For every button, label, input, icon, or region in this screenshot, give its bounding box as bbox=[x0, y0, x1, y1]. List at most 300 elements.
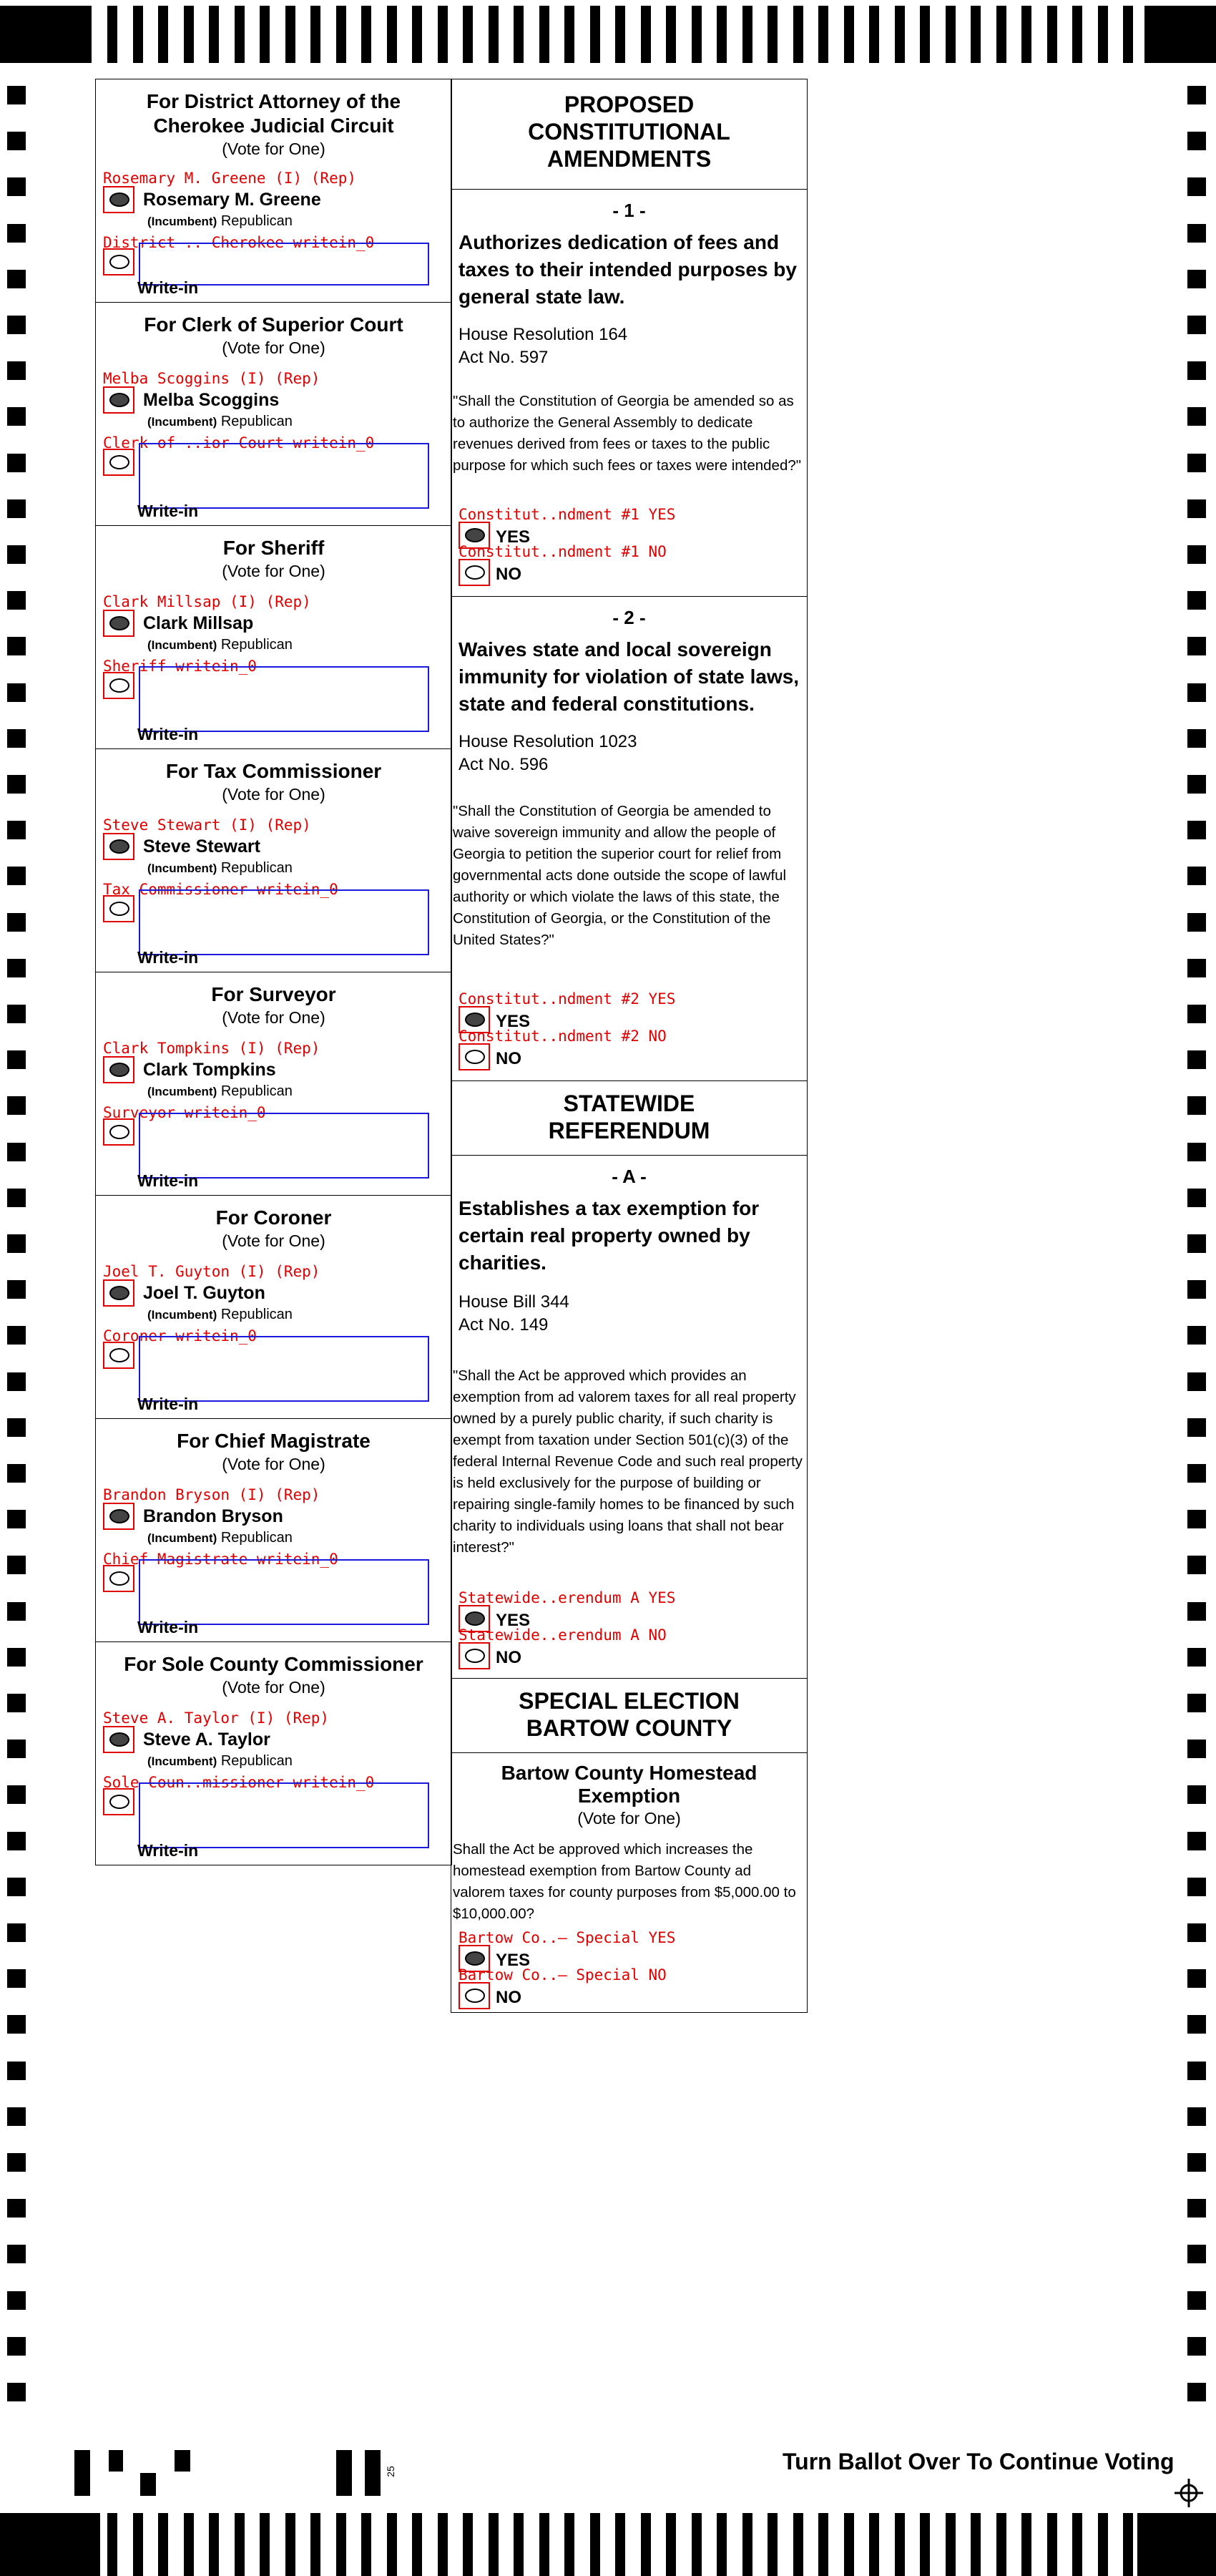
referendum-title: Establishes a tax exemption for certain real property owned by charities. bbox=[459, 1197, 760, 1274]
timing-mark bbox=[1021, 2513, 1031, 2576]
side-timing-mark bbox=[1187, 2015, 1206, 2034]
side-timing-mark bbox=[7, 2062, 26, 2080]
side-timing-mark bbox=[1187, 177, 1206, 196]
timing-mark bbox=[209, 6, 219, 63]
candidate-target[interactable] bbox=[103, 186, 134, 213]
candidate-bubble[interactable] bbox=[109, 1063, 129, 1077]
side-timing-mark bbox=[1187, 1969, 1206, 1988]
side-timing-mark bbox=[7, 1832, 26, 1850]
referendum-yes-annotation: Statewide..erendum A YES bbox=[459, 1589, 676, 1606]
turn-ballot-over-text: Turn Ballot Over To Continue Voting bbox=[783, 2449, 1175, 2474]
side-timing-mark bbox=[1187, 1602, 1206, 1621]
timing-mark bbox=[1021, 6, 1031, 63]
vote-for-one: (Vote for One) bbox=[222, 1455, 325, 1473]
side-timing-mark bbox=[1187, 1096, 1206, 1115]
race-1 bbox=[96, 303, 451, 526]
side-timing-mark bbox=[1187, 1372, 1206, 1391]
side-timing-mark bbox=[7, 2291, 26, 2310]
side-timing-mark bbox=[7, 1372, 26, 1391]
candidate-name: Steve A. Taylor bbox=[143, 1729, 270, 1750]
timing-mark bbox=[742, 2513, 752, 2576]
writein-annotation: District .. Cherokee writein_0 bbox=[103, 234, 375, 251]
writein-bubble[interactable] bbox=[109, 1348, 129, 1362]
side-timing-mark bbox=[1187, 1005, 1206, 1023]
registration-crosshair-icon bbox=[1175, 2479, 1203, 2507]
referendum-text: "Shall the Act be approved which provides an exemption from ad valorem taxes for all real property owned by a purely public charity, if such charity is exempt from taxation under Section 501(c)(3) of the federal Internal Revenue Code and such real property is held exclusively for the purpose of building or repairing single-family homes to be financed by such charity to individuals using loans that shall not bear interest?" bbox=[453, 1367, 803, 1556]
amendment-text: "Shall the Constitution of Georgia be amended to waive sovereign immunity and allow the people of Georgia to petition the superior court for relief from governmental acts done outside the scope of lawful authority or which violate the laws of this state, the Constitution of Georgia, or the Constitution of the United States?" bbox=[453, 803, 787, 948]
writein-annotation: Sheriff writein_0 bbox=[103, 658, 257, 675]
timing-mark bbox=[895, 2513, 905, 2576]
side-timing-mark bbox=[1187, 2107, 1206, 2126]
amendment-ref2: Act No. 596 bbox=[459, 755, 549, 774]
side-timing-mark bbox=[7, 407, 26, 426]
candidate-annotation: Brandon Bryson (I) (Rep) bbox=[103, 1486, 320, 1503]
referendum-no-label: NO bbox=[496, 1648, 521, 1667]
candidate-affiliation: (Incumbent) Republican bbox=[147, 1530, 293, 1546]
candidate-target[interactable] bbox=[103, 833, 134, 860]
amendment-title: Waives state and local sovereign immunity for violation of state laws, state and federal constitutions. bbox=[459, 638, 800, 715]
side-timing-mark bbox=[1187, 913, 1206, 932]
amendment-ref2: Act No. 597 bbox=[459, 348, 549, 367]
timing-mark bbox=[361, 2513, 371, 2576]
side-timing-mark bbox=[7, 591, 26, 610]
writein-annotation: Tax Commissioner writein_0 bbox=[103, 881, 338, 898]
race-3 bbox=[96, 749, 451, 972]
side-timing-mark bbox=[1187, 2383, 1206, 2401]
side-timing-mark bbox=[7, 1005, 26, 1023]
candidate-bubble[interactable] bbox=[109, 839, 129, 854]
writein-field[interactable] bbox=[139, 666, 429, 732]
writein-field[interactable] bbox=[139, 1113, 429, 1179]
side-timing-mark bbox=[1187, 361, 1206, 380]
side-timing-mark bbox=[7, 1234, 26, 1253]
side-timing-mark bbox=[7, 132, 26, 150]
writein-annotation: Coroner writein_0 bbox=[103, 1327, 257, 1345]
amendment-no-annotation: Constitut..ndment #1 NO bbox=[459, 543, 667, 560]
candidate-bubble[interactable] bbox=[109, 393, 129, 407]
writein-target[interactable] bbox=[103, 672, 134, 699]
candidate-affiliation: (Incumbent) Republican bbox=[147, 637, 293, 653]
side-timing-mark bbox=[1187, 1878, 1206, 1896]
timing-mark bbox=[1072, 2513, 1082, 2576]
writein-target[interactable] bbox=[103, 1565, 134, 1592]
candidate-annotation: Steve A. Taylor (I) (Rep) bbox=[103, 1709, 330, 1727]
side-timing-mark bbox=[7, 86, 26, 104]
timing-mark bbox=[768, 6, 778, 63]
candidate-annotation: Joel T. Guyton (I) (Rep) bbox=[103, 1263, 320, 1280]
writein-bubble[interactable] bbox=[109, 1571, 129, 1586]
referendum-yes-bubble[interactable] bbox=[465, 1611, 485, 1626]
timing-mark bbox=[514, 2513, 524, 2576]
vote-for-one: (Vote for One) bbox=[222, 1008, 325, 1027]
side-timing-mark bbox=[1187, 867, 1206, 885]
timing-mark bbox=[463, 6, 473, 63]
writein-field[interactable] bbox=[139, 889, 429, 955]
side-timing-mark bbox=[7, 454, 26, 472]
timing-mark bbox=[717, 6, 727, 63]
timing-mark bbox=[996, 6, 1006, 63]
writein-label: Write-in bbox=[137, 1171, 199, 1190]
race-title: For Chief Magistrate bbox=[177, 1430, 371, 1452]
amendment-no-annotation: Constitut..ndment #2 NO bbox=[459, 1028, 667, 1045]
side-timing-mark bbox=[1187, 86, 1206, 104]
candidate-bubble[interactable] bbox=[109, 616, 129, 630]
side-timing-mark bbox=[7, 1326, 26, 1345]
timing-mark bbox=[438, 2513, 448, 2576]
candidate-affiliation: (Incumbent) Republican bbox=[147, 860, 293, 876]
amendment-yes-annotation: Constitut..ndment #2 YES bbox=[459, 990, 676, 1008]
top-timing-marks bbox=[0, 6, 1216, 63]
timing-mark bbox=[133, 2513, 143, 2576]
candidate-target[interactable] bbox=[103, 1279, 134, 1307]
vote-for-one: (Vote for One) bbox=[222, 1678, 325, 1697]
timing-mark bbox=[133, 6, 143, 63]
special-no-bubble[interactable] bbox=[465, 1989, 485, 2003]
side-timing-mark bbox=[7, 1143, 26, 1161]
candidate-bubble[interactable] bbox=[109, 1286, 129, 1300]
timing-mark bbox=[615, 2513, 625, 2576]
amendment-yes-bubble[interactable] bbox=[465, 528, 485, 542]
writein-bubble[interactable] bbox=[109, 678, 129, 693]
timing-mark bbox=[869, 2513, 879, 2576]
referendum-number: - A - bbox=[612, 1166, 647, 1187]
side-timing-mark bbox=[1187, 270, 1206, 288]
side-timing-mark bbox=[1187, 2062, 1206, 2080]
timing-mark bbox=[412, 6, 422, 63]
candidate-name: Brandon Bryson bbox=[143, 1506, 283, 1526]
timing-mark bbox=[107, 6, 117, 63]
writein-field[interactable] bbox=[139, 1559, 429, 1625]
timing-mark bbox=[971, 2513, 981, 2576]
writein-target[interactable] bbox=[103, 1342, 134, 1369]
side-timing-mark bbox=[1187, 1832, 1206, 1850]
writein-annotation: Chief Magistrate writein_0 bbox=[103, 1551, 338, 1568]
special-text: Shall the Act be approved which increases the homestead exemption from Bartow County ad valorem taxes for county purposes from $5,000.00 to $10,000.00? bbox=[453, 1841, 796, 1922]
amendment-2 bbox=[451, 597, 807, 1081]
ballot-code-number: 25 bbox=[384, 2466, 396, 2477]
timing-mark bbox=[235, 6, 245, 63]
amendment-no-label: NO bbox=[496, 1049, 521, 1068]
timing-mark bbox=[844, 6, 854, 63]
amendment-yes-label: YES bbox=[496, 527, 531, 547]
side-timing-mark bbox=[7, 361, 26, 380]
writein-field[interactable] bbox=[139, 1336, 429, 1402]
amendments-header: PROPOSED CONSTITUTIONAL AMENDMENTS bbox=[451, 79, 807, 190]
side-timing-mark bbox=[7, 1418, 26, 1437]
writein-label: Write-in bbox=[137, 1618, 199, 1636]
writein-target[interactable] bbox=[103, 1118, 134, 1146]
timing-mark bbox=[158, 2513, 168, 2576]
candidate-target[interactable] bbox=[103, 610, 134, 637]
side-timing-mark bbox=[7, 177, 26, 196]
timing-mark bbox=[285, 6, 295, 63]
special-question bbox=[451, 1753, 807, 2013]
referendum-ref1: House Bill 344 bbox=[459, 1292, 569, 1312]
timing-mark bbox=[768, 2513, 778, 2576]
timing-mark bbox=[107, 2513, 117, 2576]
writein-target[interactable] bbox=[103, 1788, 134, 1815]
timing-mark bbox=[564, 2513, 574, 2576]
special-election-header: SPECIAL ELECTION BARTOW COUNTY bbox=[451, 1679, 807, 1753]
side-timing-mark bbox=[1187, 2291, 1206, 2310]
side-timing-mark bbox=[1187, 1510, 1206, 1528]
writein-target[interactable] bbox=[103, 895, 134, 922]
timing-mark bbox=[844, 2513, 854, 2576]
races-column bbox=[95, 79, 452, 1865]
writein-annotation: Clerk of ..ior Court writein_0 bbox=[103, 434, 375, 452]
timing-mark bbox=[920, 2513, 930, 2576]
writein-annotation: Sole Coun..missioner writein_0 bbox=[103, 1774, 375, 1791]
timing-mark bbox=[615, 6, 625, 63]
race-5 bbox=[96, 1196, 451, 1419]
side-timing-mark bbox=[7, 545, 26, 564]
writein-target[interactable] bbox=[103, 449, 134, 476]
vote-for-one: (Vote for One) bbox=[222, 562, 325, 580]
side-timing-mark bbox=[7, 2153, 26, 2172]
side-timing-mark bbox=[7, 1923, 26, 1942]
special-title: Bartow County Homestead Exemption bbox=[501, 1762, 757, 1807]
side-timing-mark bbox=[7, 1878, 26, 1896]
timing-mark bbox=[310, 6, 320, 63]
timing-mark bbox=[438, 6, 448, 63]
timing-mark bbox=[336, 2513, 346, 2576]
side-timing-mark bbox=[7, 821, 26, 839]
race-7 bbox=[96, 1642, 451, 1865]
measures-column bbox=[451, 79, 808, 2013]
timing-mark bbox=[692, 6, 702, 63]
timing-mark bbox=[742, 6, 752, 63]
amendment-no-target[interactable] bbox=[459, 559, 490, 586]
timing-mark bbox=[310, 2513, 320, 2576]
side-timing-mark bbox=[1187, 1694, 1206, 1712]
timing-mark bbox=[1047, 2513, 1057, 2576]
writein-label: Write-in bbox=[137, 502, 199, 520]
side-timing-mark bbox=[7, 1464, 26, 1483]
special-yes-label: YES bbox=[496, 1951, 531, 1970]
timing-mark bbox=[590, 6, 600, 63]
candidate-annotation: Steve Stewart (I) (Rep) bbox=[103, 816, 311, 834]
timing-mark bbox=[0, 2513, 100, 2576]
amendment-title: Authorizes dedication of fees and taxes to their intended purposes by general state law. bbox=[459, 231, 797, 308]
vote-for-one: (Vote for One) bbox=[222, 140, 325, 158]
timing-mark bbox=[1123, 6, 1133, 63]
candidate-target[interactable] bbox=[103, 1726, 134, 1753]
candidate-target[interactable] bbox=[103, 1056, 134, 1083]
side-timing-mark bbox=[7, 2199, 26, 2218]
side-timing-mark bbox=[1187, 1464, 1206, 1483]
timing-mark bbox=[184, 6, 194, 63]
amendment-ref1: House Resolution 164 bbox=[459, 325, 628, 344]
writein-bubble[interactable] bbox=[109, 1125, 129, 1139]
timing-mark bbox=[489, 6, 499, 63]
amendment-1 bbox=[451, 190, 807, 597]
timing-mark bbox=[641, 2513, 651, 2576]
vote-for-one: (Vote for One) bbox=[222, 338, 325, 357]
side-timing-mark bbox=[7, 2107, 26, 2126]
side-timing-mark bbox=[1187, 1143, 1206, 1161]
timing-mark bbox=[1072, 6, 1082, 63]
amendment-text: "Shall the Constitution of Georgia be amended so as to authorize the General Assembly to dedicate revenues derived from fees or taxes to the public purpose for which such fees or taxes were intended?" bbox=[453, 393, 802, 474]
special-no-annotation: Bartow Co..– Special NO bbox=[459, 1966, 667, 1984]
timing-mark bbox=[1137, 2513, 1216, 2576]
side-timing-mark bbox=[7, 1096, 26, 1115]
timing-mark bbox=[793, 6, 803, 63]
timing-mark bbox=[946, 6, 956, 63]
candidate-name: Steve Stewart bbox=[143, 836, 260, 857]
writein-bubble[interactable] bbox=[109, 1795, 129, 1809]
side-timing-mark bbox=[7, 1785, 26, 1804]
amendment-no-target[interactable] bbox=[459, 1043, 490, 1070]
writein-bubble[interactable] bbox=[109, 255, 129, 269]
timing-mark bbox=[463, 2513, 473, 2576]
amendment-no-bubble[interactable] bbox=[465, 1050, 485, 1064]
side-timing-mark bbox=[1187, 407, 1206, 426]
timing-mark bbox=[692, 2513, 702, 2576]
race-2 bbox=[96, 526, 451, 749]
timing-mark bbox=[590, 2513, 600, 2576]
referendum-no-target[interactable] bbox=[459, 1642, 490, 1669]
timing-mark bbox=[489, 2513, 499, 2576]
timing-mark bbox=[539, 6, 549, 63]
special-yes-bubble[interactable] bbox=[465, 1951, 485, 1966]
amendment-ref1: House Resolution 1023 bbox=[459, 732, 637, 751]
timing-mark bbox=[1123, 2513, 1133, 2576]
side-timing-mark bbox=[1187, 591, 1206, 610]
writein-label: Write-in bbox=[137, 1395, 199, 1413]
amendment-no-bubble[interactable] bbox=[465, 565, 485, 580]
candidate-name: Clark Tompkins bbox=[143, 1060, 276, 1080]
candidate-name: Clark Millsap bbox=[143, 613, 254, 633]
side-timing-mark bbox=[7, 2015, 26, 2034]
side-timing-mark bbox=[1187, 1234, 1206, 1253]
race-4 bbox=[96, 972, 451, 1196]
side-timing-mark bbox=[7, 775, 26, 794]
timing-mark bbox=[564, 6, 574, 63]
candidate-name: Joel T. Guyton bbox=[143, 1283, 265, 1303]
side-timing-mark bbox=[1187, 959, 1206, 977]
side-timing-mark bbox=[1187, 2199, 1206, 2218]
left-timing-marks bbox=[7, 86, 29, 2419]
side-timing-mark bbox=[1187, 2153, 1206, 2172]
timing-mark bbox=[1098, 6, 1108, 63]
candidate-bubble[interactable] bbox=[109, 192, 129, 207]
race-title: For Tax Commissioner bbox=[165, 760, 382, 782]
referendum-a bbox=[451, 1156, 807, 1679]
candidate-bubble[interactable] bbox=[109, 1509, 129, 1523]
side-timing-mark bbox=[7, 1969, 26, 1988]
amendment-yes-annotation: Constitut..ndment #1 YES bbox=[459, 506, 676, 523]
side-timing-mark bbox=[1187, 545, 1206, 564]
referendum-yes-label: YES bbox=[496, 1611, 531, 1630]
writein-annotation: Surveyor writein_0 bbox=[103, 1104, 266, 1121]
writein-bubble[interactable] bbox=[109, 455, 129, 469]
referendum-no-annotation: Statewide..erendum A NO bbox=[459, 1626, 667, 1644]
referendum-header: STATEWIDE REFERENDUM bbox=[451, 1081, 807, 1156]
side-timing-mark bbox=[1187, 316, 1206, 334]
writein-field[interactable] bbox=[139, 1782, 429, 1848]
timing-mark bbox=[1144, 6, 1216, 63]
timing-mark bbox=[946, 2513, 956, 2576]
candidate-name: Rosemary M. Greene bbox=[143, 190, 321, 210]
side-timing-mark bbox=[1187, 775, 1206, 794]
side-timing-mark bbox=[7, 224, 26, 243]
writein-bubble[interactable] bbox=[109, 902, 129, 916]
timing-mark bbox=[387, 2513, 397, 2576]
special-yes-annotation: Bartow Co..– Special YES bbox=[459, 1929, 676, 1946]
timing-mark bbox=[285, 2513, 295, 2576]
side-timing-mark bbox=[7, 1510, 26, 1528]
amendment-yes-bubble[interactable] bbox=[465, 1013, 485, 1027]
side-timing-mark bbox=[7, 1556, 26, 1574]
candidate-affiliation: (Incumbent) Republican bbox=[147, 1753, 293, 1769]
candidate-bubble[interactable] bbox=[109, 1732, 129, 1747]
timing-mark bbox=[920, 6, 930, 63]
race-title: For District Attorney of the Cherokee Judicial Circuit bbox=[146, 90, 401, 137]
side-timing-mark bbox=[1187, 1648, 1206, 1667]
timing-mark bbox=[869, 6, 879, 63]
side-timing-mark bbox=[7, 637, 26, 655]
timing-mark bbox=[1098, 2513, 1108, 2576]
writein-label: Write-in bbox=[137, 948, 199, 967]
race-title: For Coroner bbox=[215, 1206, 332, 1229]
side-timing-mark bbox=[1187, 1280, 1206, 1299]
side-timing-mark bbox=[7, 2383, 26, 2401]
special-no-target[interactable] bbox=[459, 1982, 490, 2009]
timing-mark bbox=[158, 6, 168, 63]
timing-mark bbox=[793, 2513, 803, 2576]
timing-mark bbox=[641, 6, 651, 63]
writein-field[interactable] bbox=[139, 443, 429, 509]
side-timing-mark bbox=[1187, 132, 1206, 150]
side-timing-mark bbox=[7, 1648, 26, 1667]
writein-target[interactable] bbox=[103, 248, 134, 275]
timing-mark bbox=[361, 6, 371, 63]
amendment-number: - 2 - bbox=[612, 607, 646, 628]
candidate-name: Melba Scoggins bbox=[143, 390, 280, 410]
side-timing-mark bbox=[1187, 729, 1206, 748]
timing-mark bbox=[235, 2513, 245, 2576]
amendment-no-label: NO bbox=[496, 565, 521, 584]
candidate-annotation: Clark Millsap (I) (Rep) bbox=[103, 593, 311, 610]
side-timing-mark bbox=[7, 2245, 26, 2263]
side-timing-mark bbox=[7, 1740, 26, 1758]
timing-mark bbox=[818, 6, 828, 63]
candidate-target[interactable] bbox=[103, 386, 134, 414]
amendment-yes-label: YES bbox=[496, 1012, 531, 1031]
side-timing-mark bbox=[7, 1189, 26, 1207]
candidate-target[interactable] bbox=[103, 1503, 134, 1530]
referendum-no-bubble[interactable] bbox=[465, 1649, 485, 1663]
amendment-number: - 1 - bbox=[612, 200, 646, 221]
timing-mark bbox=[539, 2513, 549, 2576]
timing-mark bbox=[1047, 6, 1057, 63]
vote-for-one: (Vote for One) bbox=[222, 1231, 325, 1250]
side-timing-mark bbox=[1187, 1740, 1206, 1758]
timing-mark bbox=[895, 6, 905, 63]
candidate-annotation: Rosemary M. Greene (I) (Rep) bbox=[103, 170, 357, 187]
bottom-timing-marks bbox=[0, 2513, 1216, 2576]
side-timing-mark bbox=[7, 316, 26, 334]
side-timing-mark bbox=[1187, 1923, 1206, 1942]
side-timing-mark bbox=[1187, 2245, 1206, 2263]
side-timing-mark bbox=[1187, 224, 1206, 243]
side-timing-mark bbox=[1187, 1326, 1206, 1345]
timing-mark bbox=[184, 2513, 194, 2576]
side-timing-mark bbox=[7, 499, 26, 518]
side-timing-mark bbox=[7, 1280, 26, 1299]
side-timing-mark bbox=[7, 913, 26, 932]
side-timing-mark bbox=[1187, 2337, 1206, 2356]
